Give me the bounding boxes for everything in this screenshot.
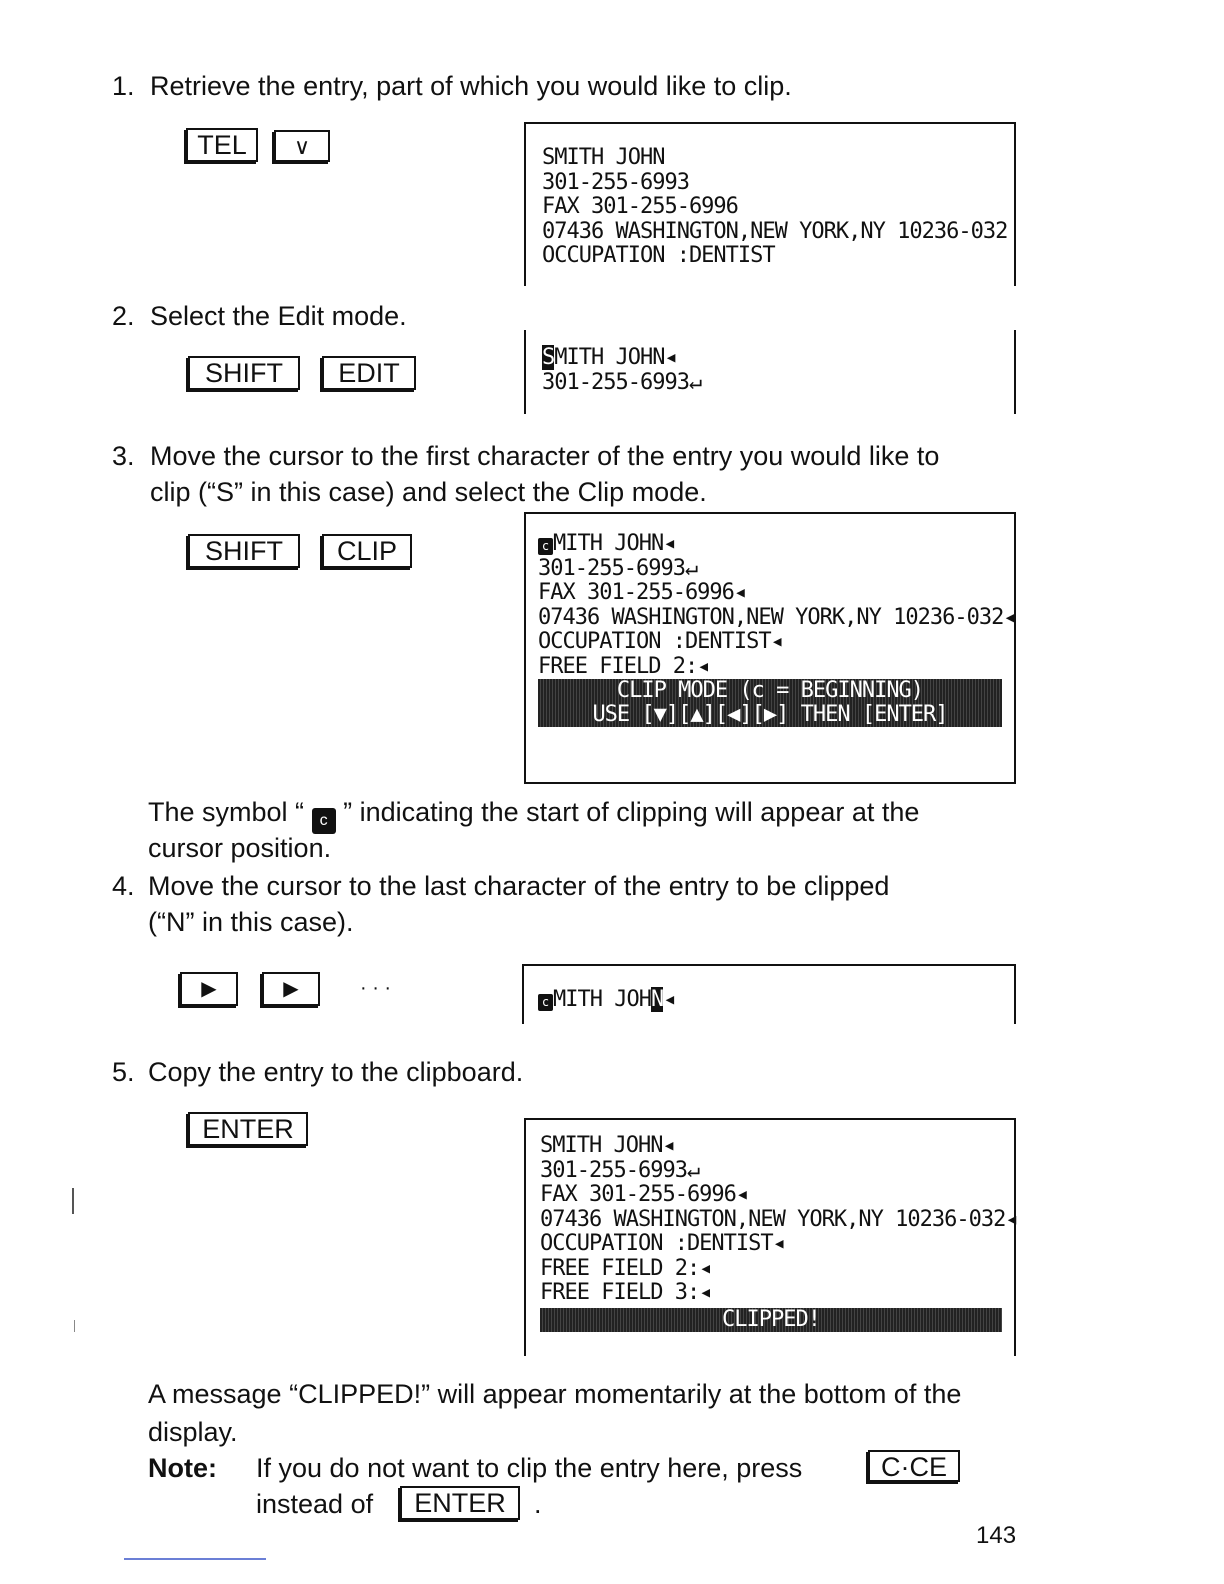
screen-3-line-2: 301-255-6993↵	[538, 555, 698, 581]
step-1-number: 1.	[112, 71, 135, 101]
screen-1-line-1: SMITH JOHN	[542, 145, 665, 170]
edit-cursor: S	[542, 345, 555, 370]
page-number: 143	[976, 1522, 1017, 1549]
screen-3-line-4: 07436 WASHINGTON,NEW YORK,NY 10236-032◂	[538, 604, 1016, 630]
shift-key: SHIFT	[188, 356, 300, 390]
enter-key: ENTER	[188, 1112, 308, 1146]
screen-2-line-1	[542, 346, 1014, 371]
screen-4-line-1-end: ◂	[663, 987, 676, 1012]
clip-start-icon-2: c	[538, 994, 553, 1011]
screen-1	[524, 122, 1016, 286]
symbol-note-line-2: cursor position.	[148, 833, 332, 863]
screen-5-line-7: FREE FIELD 3:◂	[540, 1280, 712, 1305]
screen-3-line-6: FREE FIELD 2:◂	[538, 653, 710, 679]
screen-3-line-5: OCCUPATION :DENTIST◂	[538, 629, 783, 654]
screen-5	[524, 1118, 1016, 1356]
note-label: Note:	[148, 1453, 217, 1483]
screen-3-line-1-rest: MITH JOHN◂	[553, 531, 676, 556]
cce-key: C·CE	[868, 1450, 960, 1482]
screen-2-line-1-rest: MITH JOHN◂	[554, 345, 677, 370]
tel-key: TEL	[186, 128, 258, 162]
clip-instructions-banner: USE [▼][▲][◀][▶] THEN [ENTER]	[538, 703, 1002, 727]
screen-1-line-2: 301-255-6993	[542, 169, 689, 195]
screen-4-line-1	[538, 988, 1014, 1013]
clip-start-icon: c	[538, 538, 553, 555]
edit-key: EDIT	[322, 356, 416, 390]
step-2-text: Select the Edit mode.	[150, 301, 407, 331]
screen-5-line-2: 301-255-6993↵	[540, 1157, 700, 1183]
screen-4	[522, 964, 1016, 1024]
clip-symbol-icon: c	[312, 808, 336, 834]
symbol-note-line-1	[148, 794, 919, 834]
enter-key-2: ENTER	[400, 1486, 520, 1520]
step-4-line-2: (“N” in this case).	[148, 907, 354, 937]
screen-2	[524, 330, 1016, 414]
screen-1-line-5: OCCUPATION :DENTIST	[542, 243, 775, 268]
clipped-banner: CLIPPED!	[540, 1308, 1002, 1332]
scan-underline	[124, 1558, 266, 1560]
note-text-1: If you do not want to clip the entry here, press	[256, 1453, 803, 1483]
step-1-text: Retrieve the entry, part of which you would like to clip.	[150, 71, 792, 101]
symbol-note-before: The symbol “	[148, 797, 305, 827]
step-5-text: Copy the entry to the clipboard.	[148, 1057, 524, 1087]
step-3-line-2: clip (“S” in this case) and select the Clip mode.	[150, 477, 707, 507]
ellipsis: · · ·	[360, 977, 392, 999]
step-3-line-1: Move the cursor to the first character of the entry you would like to	[150, 441, 940, 471]
screen-5-line-3: FAX 301-255-6996◂	[540, 1182, 749, 1207]
screen-5-line-1: SMITH JOHN◂	[540, 1133, 675, 1158]
step-4-line-1: Move the cursor to the last character of the entry to be clipped	[148, 871, 890, 901]
screen-3-line-1	[538, 532, 1002, 557]
screen-5-line-6: FREE FIELD 2:◂	[540, 1255, 712, 1281]
clipped-note-line-2: display.	[148, 1417, 238, 1447]
clipped-note-line-1: A message “CLIPPED!” will appear momentarily at the bottom of the	[148, 1379, 962, 1409]
note-text-2a: instead of	[256, 1489, 374, 1519]
screen-5-line-4: 07436 WASHINGTON,NEW YORK,NY 10236-032◂	[540, 1206, 1018, 1232]
screen-1-line-3: FAX 301-255-6996	[542, 194, 738, 219]
screen-4-line-1-mid: MITH JOH	[553, 987, 651, 1012]
right-arrow-key-2: ▶	[262, 972, 320, 1006]
step-3-number: 3.	[112, 441, 135, 471]
screen-3	[524, 512, 1016, 784]
end-cursor: N	[650, 987, 664, 1012]
step-2-number: 2.	[112, 301, 135, 331]
step-4-number: 4.	[112, 871, 135, 901]
scan-mark	[72, 1188, 74, 1214]
down-key: ∨	[274, 130, 330, 162]
screen-5-line-5: OCCUPATION :DENTIST◂	[540, 1231, 785, 1256]
symbol-note-after: ” indicating the start of clipping will appear at the	[343, 797, 920, 827]
note-text-2b: .	[534, 1489, 542, 1519]
right-arrow-key: ▶	[180, 972, 238, 1006]
screen-3-line-3: FAX 301-255-6996◂	[538, 580, 747, 605]
clip-key: CLIP	[322, 534, 412, 568]
screen-2-line-2: 301-255-6993↵	[542, 369, 702, 395]
shift-key-2: SHIFT	[188, 534, 300, 568]
step-5-number: 5.	[112, 1057, 135, 1087]
clip-mode-banner: CLIP MODE (c = BEGINNING)	[538, 679, 1002, 703]
screen-1-line-4: 07436 WASHINGTON,NEW YORK,NY 10236-032	[542, 218, 1008, 244]
scan-mark-2	[74, 1320, 75, 1332]
